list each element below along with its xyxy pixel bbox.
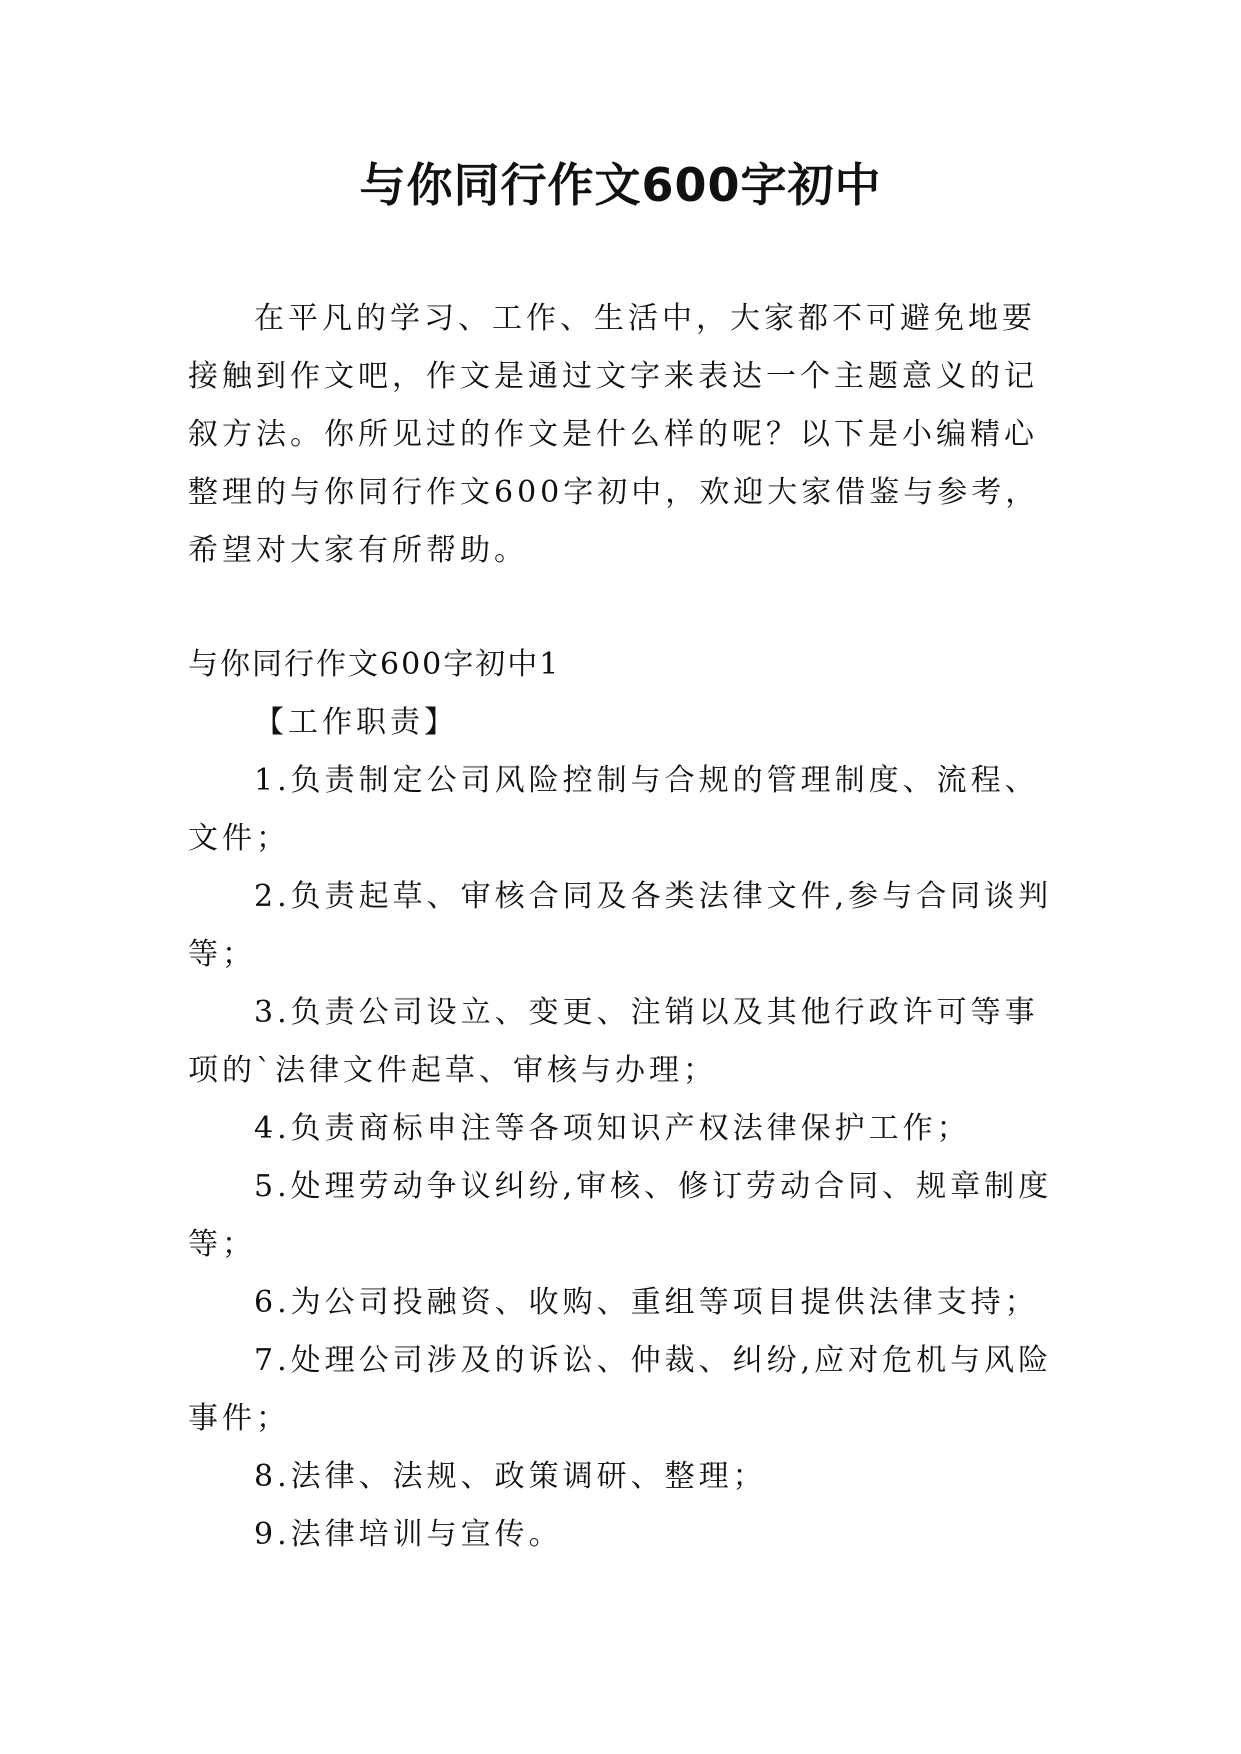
- list-item: 5.处理劳动争议纠纷,审核、修订劳动合同、规章制度等；: [188, 1169, 1053, 1262]
- list-item: 3.负责公司设立、变更、注销以及其他行政许可等事项的`法律文件起草、审核与办理；: [188, 995, 1039, 1088]
- list-item: 8.法律、法规、政策调研、整理；: [254, 1459, 767, 1494]
- list-item: 2.负责起草、审核合同及各类法律文件,参与合同谈判等；: [188, 879, 1053, 972]
- list-item: 6.为公司投融资、收购、重组等项目提供法律支持；: [254, 1285, 1039, 1320]
- list-item: 9.法律培训与宣传。: [254, 1517, 563, 1552]
- intro-paragraph: 在平凡的学习、工作、生活中，大家都不可避免地要接触到作文吧，作文是通过文字来表达一个主题意义的记叙方法。你所见过的作文是什么样的呢？以下是小编精心整理的与你同行作文600字初中，欢迎大家借鉴与参考，希望对大家有所帮助。: [188, 301, 1040, 568]
- list-item: 【工作职责】: [254, 705, 458, 740]
- list-item: 4.负责商标申注等各项知识产权法律保护工作；: [254, 1111, 971, 1146]
- section-heading: 与你同行作文600字初中1: [188, 647, 561, 682]
- list-item: 7.处理公司涉及的诉讼、仲裁、纠纷,应对危机与风险事件；: [188, 1343, 1053, 1436]
- duties-list: [188, 694, 1054, 1564]
- list-item: 1.负责制定公司风险控制与合规的管理制度、流程、文件；: [188, 763, 1039, 856]
- page-title: 与你同行作文600字初中: [359, 158, 882, 212]
